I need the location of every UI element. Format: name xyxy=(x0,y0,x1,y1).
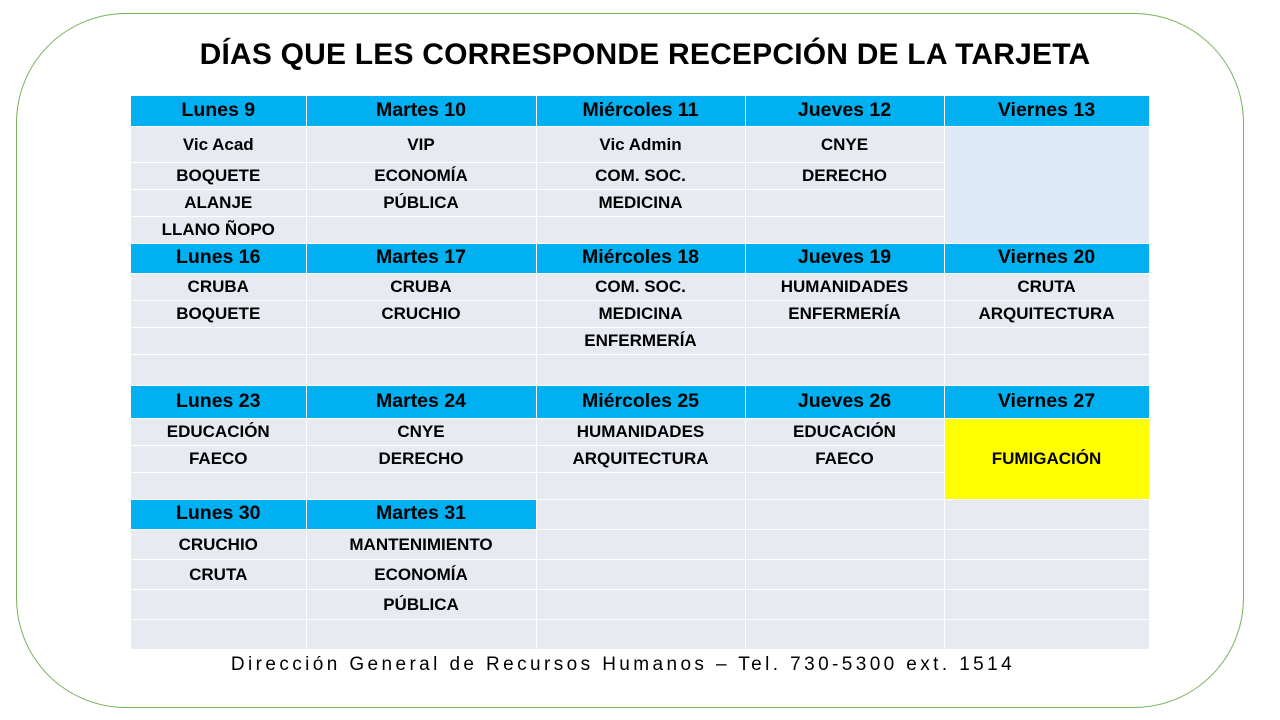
day-header: Viernes 13 xyxy=(944,96,1149,126)
table-cell: MANTENIMIENTO xyxy=(306,529,536,559)
fumigation-cell: FUMIGACIÓN xyxy=(944,418,1149,499)
table-cell: CRUCHIO xyxy=(131,529,306,559)
table-cell xyxy=(944,619,1149,649)
table-cell: CNYE xyxy=(745,126,944,162)
table-cell xyxy=(745,619,944,649)
day-header: Lunes 9 xyxy=(131,96,306,126)
table-cell xyxy=(944,559,1149,589)
table-cell xyxy=(745,189,944,216)
table-cell: ECONOMÍA xyxy=(306,559,536,589)
table-cell: Vic Acad xyxy=(131,126,306,162)
table-cell xyxy=(745,354,944,385)
table-cell xyxy=(745,589,944,619)
schedule-table xyxy=(131,96,1150,650)
table-cell: FAECO xyxy=(131,445,306,472)
table-cell xyxy=(131,619,306,649)
table-cell: COM. SOC. xyxy=(536,162,745,189)
day-header: Jueves 26 xyxy=(745,385,944,418)
day-header: Martes 10 xyxy=(306,96,536,126)
week-header-row xyxy=(131,96,1149,126)
table-cell: MEDICINA xyxy=(536,189,745,216)
table-cell xyxy=(131,354,306,385)
table-cell xyxy=(536,216,745,243)
day-header: Viernes 20 xyxy=(944,243,1149,273)
day-header: Martes 17 xyxy=(306,243,536,273)
table-cell: BOQUETE xyxy=(131,300,306,327)
day-header: Jueves 19 xyxy=(745,243,944,273)
table-cell: CRUCHIO xyxy=(306,300,536,327)
table-cell: HUMANIDADES xyxy=(745,273,944,300)
table-cell: ENFERMERÍA xyxy=(745,300,944,327)
day-header: Lunes 30 xyxy=(131,499,306,529)
table-cell: CNYE xyxy=(306,418,536,445)
table-row xyxy=(131,418,1149,445)
table-row xyxy=(131,126,1149,162)
table-cell: CRUBA xyxy=(306,273,536,300)
table-cell xyxy=(944,529,1149,559)
table-cell xyxy=(944,354,1149,385)
table-cell xyxy=(536,529,745,559)
week-header-row xyxy=(131,499,1149,529)
table-cell xyxy=(745,559,944,589)
table-cell xyxy=(944,327,1149,354)
table-cell xyxy=(536,472,745,499)
table-cell xyxy=(745,472,944,499)
day-header: Lunes 16 xyxy=(131,243,306,273)
table-cell xyxy=(944,499,1149,529)
table-cell: DERECHO xyxy=(306,445,536,472)
table-cell: Vic Admin xyxy=(536,126,745,162)
table-cell: ARQUITECTURA xyxy=(536,445,745,472)
table-cell xyxy=(536,499,745,529)
day-header: Martes 31 xyxy=(306,499,536,529)
table-cell: ECONOMÍA xyxy=(306,162,536,189)
day-header: Miércoles 18 xyxy=(536,243,745,273)
table-cell: COM. SOC. xyxy=(536,273,745,300)
table-cell: CRUTA xyxy=(944,273,1149,300)
table-cell: ARQUITECTURA xyxy=(944,300,1149,327)
table-cell: MEDICINA xyxy=(536,300,745,327)
table-cell xyxy=(306,619,536,649)
table-row xyxy=(131,273,1149,300)
table-row xyxy=(131,327,1149,354)
day-header: Miércoles 25 xyxy=(536,385,745,418)
table-cell: ENFERMERÍA xyxy=(536,327,745,354)
table-cell: BOQUETE xyxy=(131,162,306,189)
table-cell xyxy=(306,472,536,499)
table-cell: HUMANIDADES xyxy=(536,418,745,445)
table-row xyxy=(131,559,1149,589)
table-cell: EDUCACIÓN xyxy=(745,418,944,445)
table-row xyxy=(131,354,1149,385)
table-row xyxy=(131,589,1149,619)
week-header-row xyxy=(131,243,1149,273)
table-cell xyxy=(536,559,745,589)
day-header: Viernes 27 xyxy=(944,385,1149,418)
table-cell: EDUCACIÓN xyxy=(131,418,306,445)
empty-friday-cell xyxy=(944,126,1149,243)
table-cell xyxy=(536,589,745,619)
table-cell: LLANO ÑOPO xyxy=(131,216,306,243)
table-cell xyxy=(306,354,536,385)
day-header: Jueves 12 xyxy=(745,96,944,126)
table-cell: ALANJE xyxy=(131,189,306,216)
table-cell xyxy=(306,327,536,354)
table-cell: PÚBLICA xyxy=(306,189,536,216)
table-cell: PÚBLICA xyxy=(306,589,536,619)
day-header: Miércoles 11 xyxy=(536,96,745,126)
table-cell: FAECO xyxy=(745,445,944,472)
day-header: Lunes 23 xyxy=(131,385,306,418)
table-cell xyxy=(131,327,306,354)
day-header: Martes 24 xyxy=(306,385,536,418)
table-cell xyxy=(745,529,944,559)
table-row xyxy=(131,529,1149,559)
table-cell: CRUBA xyxy=(131,273,306,300)
footer-contact: Dirección General de Recursos Humanos – Tel. 730-5300 ext. 1514 xyxy=(230,654,1016,675)
page-title: DÍAS QUE LES CORRESPONDE RECEPCIÓN DE LA TARJETA xyxy=(199,38,1091,71)
table-row xyxy=(131,619,1149,649)
table-cell xyxy=(131,589,306,619)
table-cell xyxy=(745,216,944,243)
table-cell xyxy=(536,619,745,649)
table-cell: CRUTA xyxy=(131,559,306,589)
table-row xyxy=(131,300,1149,327)
week-header-row xyxy=(131,385,1149,418)
table-cell: VIP xyxy=(306,126,536,162)
table-cell xyxy=(944,589,1149,619)
table-cell xyxy=(306,216,536,243)
table-cell xyxy=(745,327,944,354)
table-cell: DERECHO xyxy=(745,162,944,189)
table-cell xyxy=(745,499,944,529)
table-cell xyxy=(131,472,306,499)
table-cell xyxy=(536,354,745,385)
